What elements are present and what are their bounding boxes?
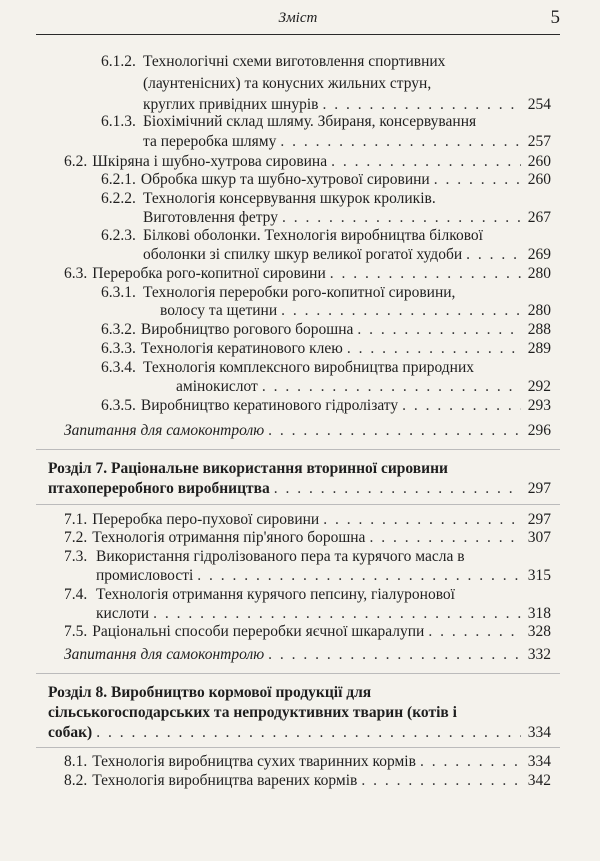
toc-entry	[64, 264, 551, 284]
toc-entry	[101, 339, 551, 359]
toc-entry-text: Переробка перо-пухової сировини	[92, 511, 320, 528]
toc-entry	[64, 622, 551, 642]
dot-leader	[274, 479, 521, 499]
toc-page: 288	[527, 321, 551, 338]
dot-leader	[466, 245, 521, 265]
toc-page: 307	[527, 529, 551, 546]
toc-entry-text: Запитання для самоконтролю	[64, 422, 265, 439]
toc-entry	[160, 301, 551, 321]
toc-page: 296	[527, 422, 551, 439]
toc-entry-number: 6.2.	[64, 153, 88, 170]
dot-leader	[331, 152, 521, 172]
dot-leader	[369, 528, 521, 548]
toc-entry-number: 6.2.1.	[101, 171, 136, 188]
dot-leader	[280, 132, 521, 152]
toc-entry	[64, 510, 551, 530]
toc-entry-text: Шкіряна і шубно-хутрова сировина	[92, 153, 328, 170]
toc-entry-text: Технологія консервування шкурок кроликів.	[143, 190, 436, 207]
toc-entry-number: 7.2.	[64, 529, 88, 546]
dot-leader	[197, 566, 521, 586]
dot-leader	[357, 320, 521, 340]
section-heading: сільськогосподарських та непродуктивних тварин (котів і	[48, 704, 457, 721]
toc-entry	[96, 604, 551, 624]
dot-leader	[281, 301, 521, 321]
toc-entry-number: 6.1.3.	[101, 113, 136, 130]
dot-leader	[282, 208, 521, 228]
section-heading: собак)	[48, 724, 93, 741]
toc-page: 267	[527, 209, 551, 226]
toc-entry-text: Використання гідролізованого пера та курячого масла в	[96, 548, 465, 565]
toc-entry-number: 8.1.	[64, 753, 88, 770]
toc-entry	[64, 421, 551, 441]
toc-entry-text: Технологія отримання пір'яного борошна	[92, 529, 366, 546]
toc-page: 289	[527, 340, 551, 357]
toc-entry-text: Технологія комплексного виробництва природних	[143, 359, 475, 376]
toc-entry	[143, 208, 551, 228]
toc-page: 332	[527, 646, 551, 663]
toc-entry	[48, 479, 551, 499]
toc-entry-text: (лаунтенісних) та конусних жильних струн,	[143, 75, 432, 92]
dot-leader	[96, 723, 521, 743]
toc-entry-text: оболонки зі спилку шкур великої рогатої худоби	[143, 246, 463, 263]
toc-entry-number: 6.2.2.	[101, 190, 136, 207]
toc-entry-text: Технологія переробки рого-копитної сировини,	[143, 284, 456, 301]
dot-leader	[347, 339, 521, 359]
toc-entry-text: волосу та щетини	[160, 302, 278, 319]
toc-entry	[176, 377, 551, 397]
dot-leader	[268, 421, 521, 441]
toc-page: 292	[527, 378, 551, 395]
section-heading: Розділ 7. Раціональне використання вторинної сировини	[48, 460, 448, 477]
toc-page: 334	[527, 753, 551, 770]
toc-entry-text: та переробка шляму	[143, 133, 277, 150]
dot-leader	[428, 622, 521, 642]
toc-entry-text: Технологія виробництва варених кормів	[92, 772, 358, 789]
toc-page: 257	[527, 133, 551, 150]
toc-entry	[64, 752, 551, 772]
toc-entry-text: круглих привідних шнурів	[143, 96, 319, 113]
toc-entry-text: Білкові оболонки. Технологія виробництва білкової	[143, 227, 483, 244]
toc-entry-text: амінокислот	[176, 378, 258, 395]
toc-page: 293	[527, 397, 551, 414]
toc-page: 315	[527, 567, 551, 584]
toc-entry	[96, 566, 551, 586]
toc-entry	[64, 771, 551, 791]
toc-entry	[101, 320, 551, 340]
section-divider	[36, 747, 560, 748]
dot-leader	[434, 170, 521, 190]
toc-entry-text: Технологія кератинового клею	[140, 340, 343, 357]
section-heading: птахопереробного виробництва	[48, 480, 270, 497]
toc-entry-text: Технологія виробництва сухих тваринних кормів	[92, 753, 416, 770]
dot-leader	[420, 752, 521, 772]
toc-page: 328	[527, 623, 551, 640]
toc-page: 297	[527, 511, 551, 528]
toc-entry-number: 8.2.	[64, 772, 88, 789]
toc-page: 318	[527, 605, 551, 622]
toc-entry	[48, 723, 551, 743]
dot-leader	[330, 264, 521, 284]
header-title: Зміст	[278, 10, 318, 26]
toc-entry-number: 6.3.	[64, 265, 88, 282]
toc-entry	[143, 132, 551, 152]
toc-entry-text: Технологічні схеми виготовлення спортивних	[143, 53, 446, 70]
toc-entry	[64, 152, 551, 172]
toc-page: 334	[527, 724, 551, 741]
toc-entry-text: кислоти	[96, 605, 150, 622]
dot-leader	[323, 510, 521, 530]
toc-entry-text: Раціональні способи переробки яєчної шкаралупи	[92, 623, 425, 640]
toc-entry-number: 7.1.	[64, 511, 88, 528]
toc-entry-number: 7.3.	[64, 548, 88, 565]
section-divider	[36, 673, 560, 674]
toc-entry-text: Обробка шкур та шубно-хутрової сировини	[140, 171, 430, 188]
dot-leader	[268, 645, 521, 665]
toc-entry	[64, 645, 551, 665]
toc-entry-text: Виробництво кератинового гідролізату	[140, 397, 399, 414]
toc-page: 280	[527, 265, 551, 282]
toc-page: 260	[527, 171, 551, 188]
toc-entry-text: Біохімічний склад шляму. Збираня, консервування	[143, 113, 477, 130]
toc-entry-text: Переробка рого-копитної сировини	[92, 265, 326, 282]
toc-entry-number: 6.1.2.	[101, 53, 136, 70]
toc-entry-number: 6.3.5.	[101, 397, 136, 414]
toc-entry-number: 6.2.3.	[101, 227, 136, 244]
toc-page: 254	[527, 96, 551, 113]
toc-entry-text: Запитання для самоконтролю	[64, 646, 265, 663]
toc-entry	[101, 396, 551, 416]
toc-entry-number: 6.3.1.	[101, 284, 136, 301]
toc-entry	[143, 245, 551, 265]
dot-leader	[262, 377, 521, 397]
toc-page: 260	[527, 153, 551, 170]
toc-entry-number: 6.3.2.	[101, 321, 136, 338]
dot-leader	[361, 771, 521, 791]
toc-entry	[101, 170, 551, 190]
toc-page: 280	[527, 302, 551, 319]
dot-leader	[153, 604, 521, 624]
toc-page: 342	[527, 772, 551, 789]
running-header	[36, 8, 560, 35]
toc-entry	[64, 528, 551, 548]
dot-leader	[402, 396, 521, 416]
toc-page: 297	[527, 480, 551, 497]
toc-entry-text: Виготовлення фетру	[143, 209, 278, 226]
toc-entry-number: 6.3.4.	[101, 359, 136, 376]
section-divider	[36, 449, 560, 450]
page-number: 5	[550, 7, 560, 28]
section-divider	[36, 504, 560, 505]
toc-entry-text: промисловості	[96, 567, 194, 584]
section-heading: Розділ 8. Виробництво кормової продукції для	[48, 684, 372, 701]
toc-entry-number: 7.5.	[64, 623, 88, 640]
toc-entry-text: Технологія отримання курячого пепсину, гіалуронової	[96, 586, 455, 603]
toc-entry-text: Виробництво рогового борошна	[140, 321, 354, 338]
toc-page: 269	[527, 246, 551, 263]
toc-entry-number: 7.4.	[64, 586, 88, 603]
toc-entry-number: 6.3.3.	[101, 340, 136, 357]
